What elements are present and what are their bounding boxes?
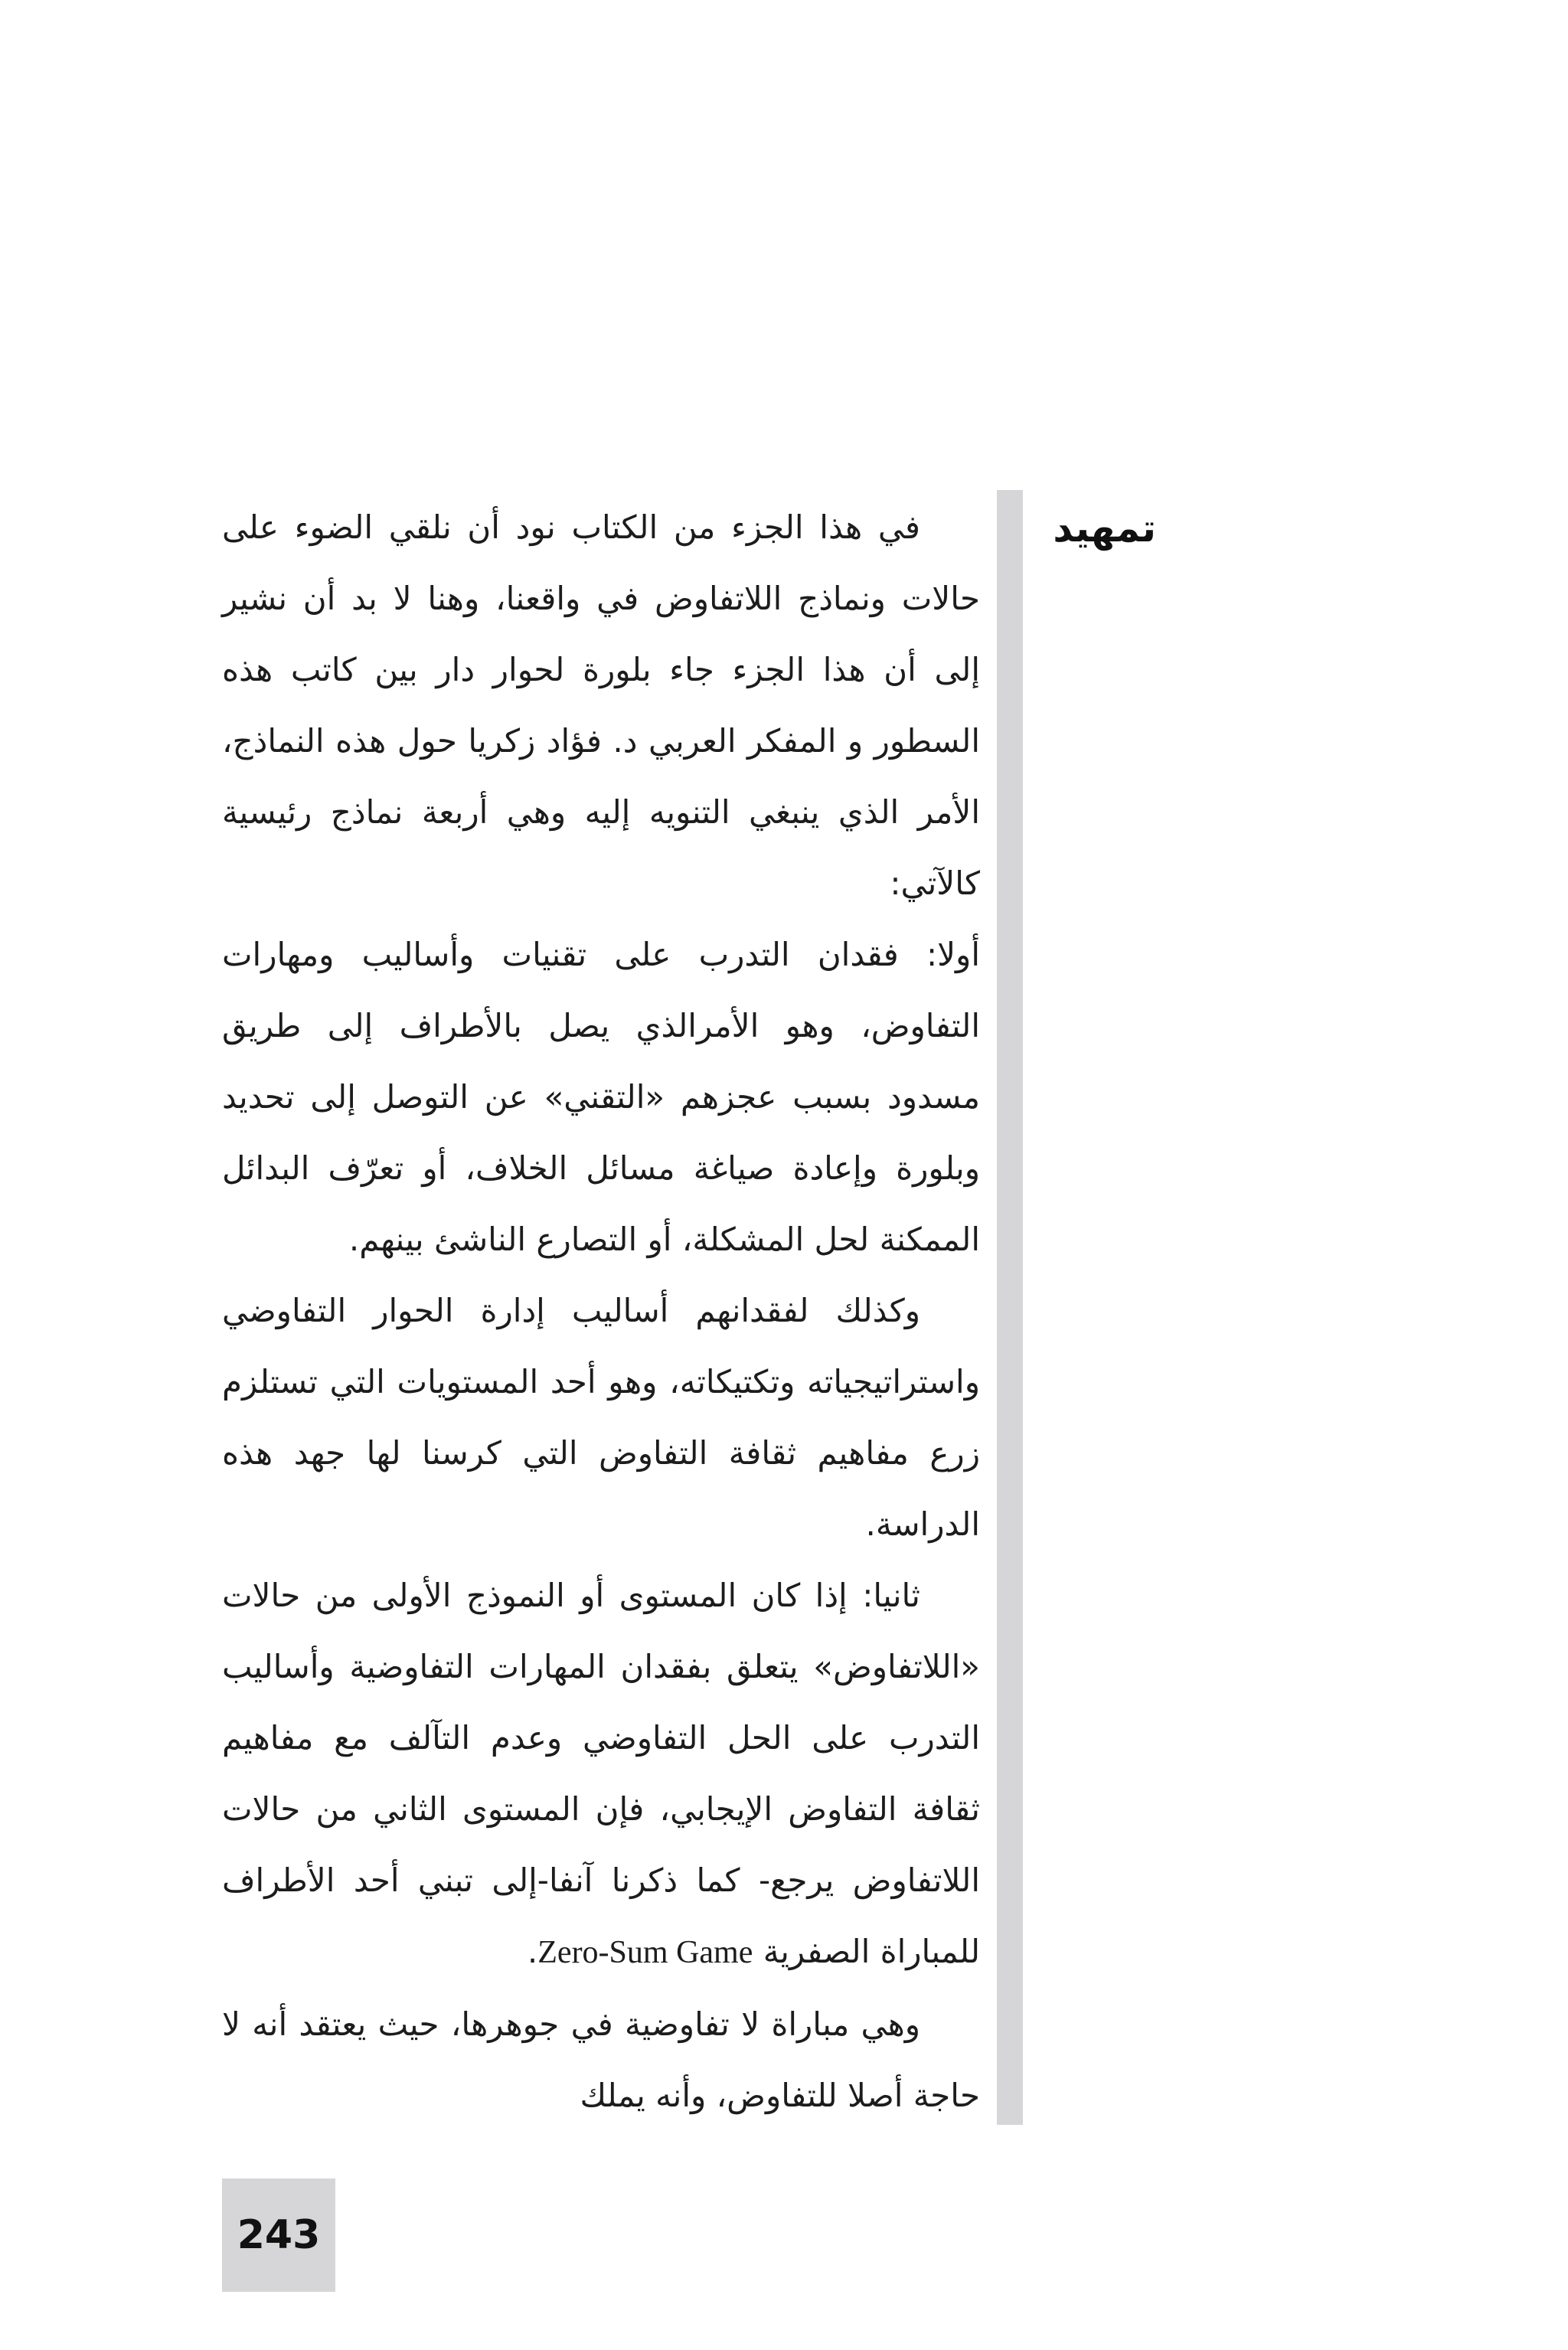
paragraph-intro: في هذا الجزء من الكتاب نود أن نلقي الضوء على حالات ونماذج اللاتفاوض في واقعنا، وهنا لا بد أن نشير إلى أن هذا الجزء جاء بلورة لحوار دار بين كاتب هذه السطور و المفكر العربي د. فؤاد زكريا حول هذه النماذج، الأمر الذي ينبغي التنويه إليه وهي أربعة نماذج رئيسية كالآتي:: [222, 508, 980, 902]
paragraph-second-model: [222, 1560, 980, 1989]
paragraph-second-model-text: ثانيا: إذا كان المستوى أو النموذج الأولى من حالات «اللاتفاوض» يتعلق بفقدان المهارات التفاوضية وأساليب التدرب على الحل التفاوضي وعدم التآلف مع مفاهيم ثقافة التفاوض الإيجابي، فإن المستوى الثاني من حالات اللاتفاوض يرجع- كما ذكرنا آنفا-إلى تبني أحد الأطراف للمباراة الصفرية: [222, 1577, 980, 1970]
paragraph-first-model: أولا: فقدان التدرب على تقنيات وأساليب ومهارات التفاوض، وهو الأمرالذي يصل بالأطراف إلى طريق مسدود بسبب عجزهم «التقني» عن التوصل إلى تحديد وبلورة وإعادة صياغة مسائل الخلاف، أو تعرّف البدائل الممكنة لحل المشكلة، أو التصارع الناشئ بينهم.: [222, 936, 980, 1258]
paragraph-end-punctuation: .: [527, 1933, 538, 1970]
section-title: تمهيد: [1053, 506, 1156, 551]
body-text: [222, 492, 980, 2131]
page-number-box: [222, 2178, 335, 2292]
margin-bar: [997, 490, 1023, 2125]
page-number: 243: [237, 2212, 321, 2258]
zero-sum-game-term: Zero-Sum Game: [537, 1935, 753, 1970]
paragraph-zero-sum: وهي مباراة لا تفاوضية في جوهرها، حيث يعتقد أنه لا حاجة أصلا للتفاوض، وأنه يملك: [222, 2005, 980, 2114]
paragraph-negotiation-skills: وكذلك لفقدانهم أساليب إدارة الحوار التفاوضي واستراتيجياته وتكتيكاته، وهو أحد المستويات التي تستلزم زرع مفاهيم ثقافة التفاوض التي كرسنا لها جهد هذه الدراسة.: [222, 1292, 980, 1543]
